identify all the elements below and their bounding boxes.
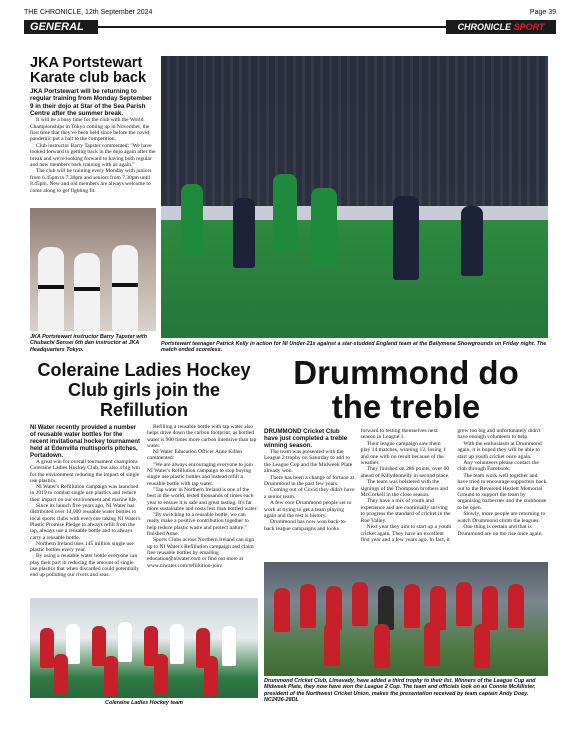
team-member-figure [40,628,54,668]
black-belt [74,287,100,291]
karateka-figure [112,245,138,331]
section-label: GENERAL [24,20,98,34]
jka-paragraph: Club instructor Barry Tapster commented: "We have looked forward to getting back in the dojo again after the break and we're looking forward to having both regular and new members back training with us again." [30,142,156,169]
team-member-figure [170,624,184,664]
hockey-paragraph: A great win for overall tournament champions Coleraine Ladies Hockey Club, but also a big win for the environment reducing the impact of single use plastics. [30,459,140,484]
team-member-figure [154,654,168,694]
hockey-headline: Coleraine Ladies Hockey Club girls join the Refillution [37,360,251,420]
hockey-paragraph: Northern Ireland uses 145 million single use plastic bottles every year. [30,540,134,554]
hockey-paragraph: "By switching to a reusable bottle, we can really make a positive contribution together to help reduce plastic waste and protect nature," finished Anne. [147,512,249,538]
brand-secondary: SPORT [513,22,545,32]
player-figure [181,184,203,256]
team-member-figure [274,588,290,632]
treble-headline: Drummond do the treble [293,354,519,425]
cricket-team-photo [264,562,548,676]
team-member-figure [54,654,68,694]
team-member-figure [508,584,524,628]
treble-paragraph: One thing is certain and that is Drummond are on the rise once again. [457,524,543,537]
jka-paragraph: It will be a busy time for the club with the World Championships in Tokyo coming up in November, the first time that they've been held since before the covid pandemic put a halt to the competition. [30,117,150,143]
treble-paragraph: They have a mix of youth and experience and are continually striving to progress the standard of cricket in the Roe Valley. [360,498,451,524]
hockey-paragraph: By using a reusable water bottle everyone can play their part in reducing the amount of single use plastics that when discarded could potentially end up polluting our rivers and seas. [30,553,140,579]
brand-logo [446,20,556,34]
team-member-figure [474,624,490,668]
team-member-figure [374,624,390,668]
black-belt [38,285,64,289]
team-member-figure [104,656,118,696]
team-member-figure [222,626,236,666]
player-figure [311,188,337,268]
team-member-figure [300,584,316,628]
team-member-figure [204,656,218,696]
player-figure [393,196,419,280]
page-number: Page 39 [529,9,556,16]
treble-paragraph: Their league campaign saw them play 14 matches, winning 12, losing 1 and one with no result because of the weather. [360,440,446,467]
player-figure [461,206,483,276]
treble-paragraph: Slowly, more people are returning to watch Drummond climb the leagues. [457,511,546,524]
treble-paragraph: With the enthusiasm at Drummond again, it is hoped they will be able to start up youth cricket once again. [457,440,542,460]
section-banner [24,20,556,34]
advertising-board [161,206,548,220]
hockey-paragraph: Sports Clubs across Northern Ireland can sign up to NI Water's Refillution campaign and claim free reusable bottles by emailing education@niwater.com or find out more at www.niwater.com/refillution-join/ [147,537,255,569]
black-belt [112,283,138,287]
treble-lead: DRUMMOND Cricket Club have just completed a treble winning season. [264,428,348,449]
team-member-figure [352,582,368,626]
hockey-paragraph: "Tap water in Northern Ireland is one of the best in the world, tested thousands of times each year to ensure it is safe and great tasting. It's far more sustainable and costs less than bottled water. [147,486,258,512]
treble-paragraph: Any volunteers please contact the club through Facebook. [457,460,539,473]
team-member-figure [424,622,440,666]
team-member-figure [404,584,420,628]
banner-rule [98,26,446,28]
treble-paragraph: The team work well together and have tried to encourage supporters back out to the Reverend Hezlett Memorial Ground to support the team by organising barbecues and the clubhouse to be open. [457,472,547,511]
treble-paragraph: The team was bolstered with the signings of the Thompson brothers and McCorkell in the close season. [360,479,449,499]
treble-paragraph: Coming out of Covid they didn't have a senior team. [264,487,355,500]
treble-article [264,428,548,543]
player-figure [273,174,297,254]
player-figure [233,198,255,268]
karate-caption: JKA Portstewart instructor Barry Tapster with Chubachi Sensei 6th dan instructor at JKA Headquarters Tokyo. [30,334,148,353]
hockey-paragraph: NI Water Education Officer Anne Killen commented: [147,449,243,462]
football-pitch [161,220,548,338]
team-member-figure [456,582,472,626]
hockey-caption: Coleraine Ladies Hockey team [105,700,183,706]
karateka-figure [38,247,64,331]
treble-paragraph: A few core Drummond people set to work at trying to get a team playing again and the rest is history. [264,500,352,520]
football-caption: Portstewart teenager Patrick Kelly in action for NI Under-21s against a star-studded England team at the Ballymena Showgrounds on Friday night. The match ended scoreless. [161,341,547,354]
hockey-team-photo [30,598,258,698]
hockey-paragraph: NI Water's Refillution campaign was launched in 2019 to combat single use plastics and reduce their impact on our environment and marine life. [30,484,139,503]
treble-paragraph: They finished on 286 points, over 60 ahead of Killydonnelly in second place. [360,466,450,479]
football-photo [161,56,548,338]
jka-intro: JKA Portstewart will be returning to regular training from Monday September 9 in their dojo at Star of the Sea Parish Centre after the summer break. [30,88,152,117]
stadium-stand [161,56,548,206]
team-member-figure [324,622,340,666]
brand-primary: CHRONICLE [457,22,512,32]
treble-paragraph: The team was presented with the League 2 trophy on Saturday to add to the League Cup and the Midweek Plate already won. [264,449,353,475]
hockey-paragraph: "We are always encouraging everyone to join NI Water's Refillution campaign to stop buying single use plastic bottles and instead refill a reusable bottle with tap water. [147,461,253,487]
cricket-caption: Drummond Cricket Club, Limavady, have added a third trophy to their list. Winners of the League Cup and Midweek Plate, they now have won the League 2 Cup. The team and officials look on as Connie McAllister, president of the Northwest Cricket Union, makes the presentation received by team captain Andy Doey. NC2436-28DL [264,678,536,703]
hockey-paragraph: Refilling a reusable bottle with tap water also helps drive down the carbon footprint, as bottled water is 900 times more carbon intensive than tap water. [147,424,257,449]
karate-photo [30,208,156,331]
hockey-article [30,424,258,579]
publication-date: THE CHRONICLE, 12th September 2024 [24,9,153,16]
karateka-figure [74,253,100,331]
masthead [24,9,556,19]
hockey-paragraph: Since its launch five years ago, NI Water has distributed over 14,000 reusable water bottles to local sports clubs with everyone taking NI Water's Plastic Promise Pledge to always refill from the tap, always use a reusable bottle and to always carry a reusable bottle. [30,503,141,541]
treble-paragraph: Drummond has now won back-to-back league campaigns and looks forward to testing themselves next season in League 1. [264,428,438,532]
hockey-lead: NI Water recently provided a number of reusable water bottles for the recent invitational hockey tournament held at Edenvilla multisports pitches, Portadown. [30,424,141,459]
jka-paragraph: The club will be training every Monday with juniors from 6.45pm to 7.30pm and seniors from 7.30pm until 8.45pm. New and old members are always welcome to come along to get fighting fit. [30,168,152,194]
treble-paragraph: There has been a change of fortune at Drummond in the past few years. [264,474,355,488]
team-member-figure [118,622,132,662]
jka-article [30,56,156,194]
jka-headline: JKA Portstewart Karate club back [30,55,147,86]
team-member-figure [66,624,80,664]
treble-paragraph: Next year they aim to start up a youth cricket again. They have an excellent first year and a few years ago. In fact, it grew too big and unfortunately didn't have enough volunteers to help. [360,428,541,543]
